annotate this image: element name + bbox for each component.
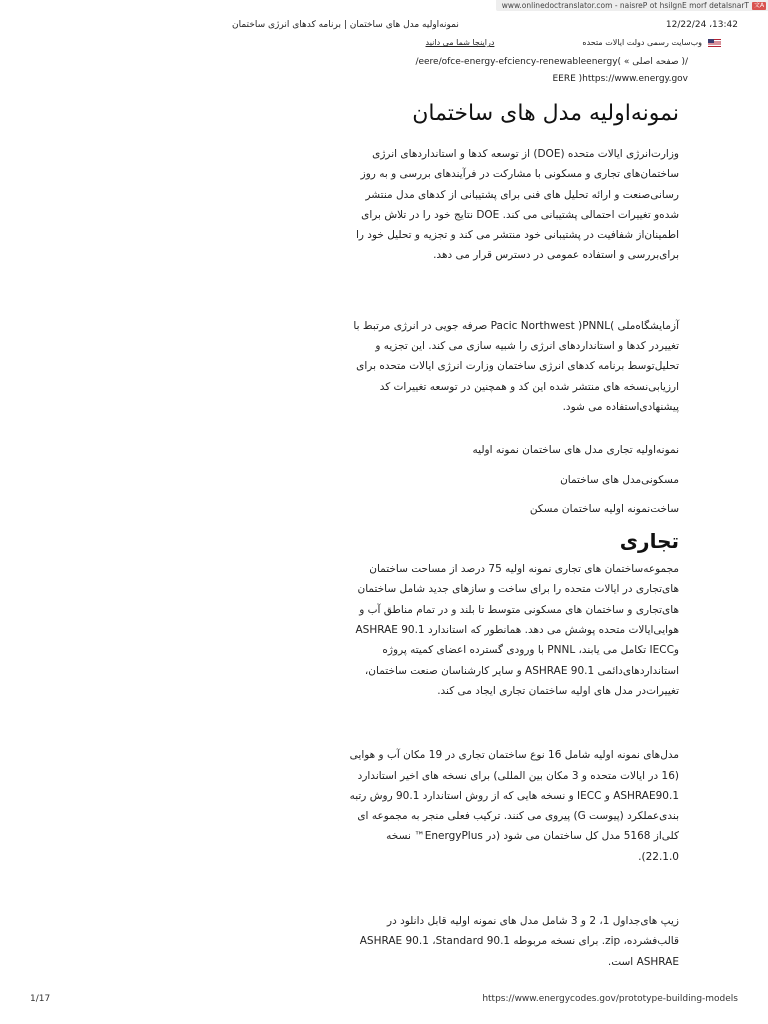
section-heading-commercial: تجاری [619, 529, 679, 554]
commercial-paragraph-1 [320, 559, 679, 701]
commercial-line: مجموعه‌ساختمان های تجاری نمونه اولیه 75 درصد از مساحت ساختمان [369, 563, 679, 576]
page-title: نمونه‌اولیه مدل های ساختمان [412, 101, 679, 126]
commercial-line: های‌تجاری و ساختمان های مسکونی متوسط تا بلند و در تمام مناطق آب و [359, 603, 679, 616]
commercial-paragraph-3 [320, 911, 679, 972]
commercial-line: (16 در ایالات متحده و 3 مکان بین المللی) برای نسخه های اخیر استاندارد [357, 769, 679, 782]
translate-icon: 文A [753, 1, 765, 9]
commercial-line: کلی‌از 5168 مدل کل ساختمان می شود (در EnergyPlus™ نسخه 22.1.0). [386, 830, 679, 863]
intro-line: برای‌بررسی و استفاده عمومی در دسترس قرار می دهد. [433, 249, 679, 262]
footer-url: https://www.energycodes.gov/prototype-building-models [482, 994, 738, 1004]
intro-line: ساختمان‌های تجاری و مسکونی با مشارکت در فرآیندهای بررسی و به روز [360, 168, 679, 181]
main-content [320, 96, 679, 972]
intro-line: شده‌و تغییرات احتمالی پشتیبانی می کند. DOE نتایج خود را در تلاش برای [361, 208, 679, 221]
pnnl-line: پیشنهادی‌استفاده می شود. [562, 400, 679, 413]
commercial-line: ASHRAE90.1 و IECC و نسخه هایی که از روش استاندارد 90.1 روش رتبه [349, 789, 679, 802]
commercial-line: قالب‌فشرده، zip. برای نسخه مربوطه ASHRAE 90.1 ،Standard 90.1 [359, 935, 679, 948]
pnnl-line: ارزیابی‌نسخه های منتشر شده این کد و همچنین در توسعه تغییرات کد [379, 380, 679, 393]
gov-banner [426, 38, 721, 47]
pnnl-line: آزمایشگاه‌ملی )Pacic Northwest )PNNL صرفه جویی در انرژی مرتبط با [353, 319, 679, 332]
commercial-line: مدل‌های نمونه اولیه شامل 16 نوع ساختمان تجاری در 19 مکان آب و هوایی [349, 749, 679, 762]
commercial-line: ASHRAE است. [607, 955, 679, 968]
commercial-line: های‌تجاری در ایالات متحده را برای ساخت و سازهای جدید شامل ساختمان [357, 583, 679, 596]
commercial-line: بندی‌عملکرد (پیوست G) پیروی می کنند. ترکیب فعلی منجر به مجموعه ای [357, 810, 679, 823]
commercial-line: تغییرات‌در مدل های اولیه ساختمان تجاری ایجاد می کند. [437, 684, 679, 697]
commercial-paragraph-2 [349, 745, 679, 867]
breadcrumb-line-1[interactable]: /eere/ofce-energy-efciency-renewableenergy( « صفحه اصلی )/ [415, 57, 688, 67]
commercial-line: هوایی‌ایالات متحده پوشش می دهد. همانطور که استاندارد ASHRAE 90.1 [355, 624, 679, 637]
toc-link-commercial[interactable]: نمونه‌اولیه تجاری مدل های ساختمان نمونه اولیه [472, 444, 679, 457]
commercial-line: و‌IECC تکامل می یابند، PNNL با ورودی گسترده اعضای کمیته پروژه [382, 644, 679, 657]
gov-banner-link[interactable]: دراینجا شما می دانید [425, 38, 495, 47]
pnnl-line: تغییر‌در کدها و استانداردهای انرژی را شبیه سازی می کند. این تجزیه و [375, 340, 679, 353]
translator-banner-text: www.onlinedoctranslator.com - naisreP ot hsilgnE morf detalsnarT [501, 1, 749, 10]
pnnl-line: تحلیل‌توسط برنامه کدهای انرژی ساختمان وزارت انرژی ایالات متحده برای [356, 360, 679, 373]
toc-link-residential[interactable]: مسکونی‌مدل های ساختمان [560, 473, 679, 486]
intro-line: رسانی‌صنعت و ارائه تحلیل های فنی برای پشتیبانی از کدهای مدل منتشر [365, 188, 679, 201]
pnnl-paragraph [320, 316, 679, 417]
commercial-line: استانداردهای‌دائمی ASHRAE 90.1 و سایر کارشناسان صنعت ساختمان، [364, 664, 679, 677]
gov-banner-text: وب‌سایت رسمی دولت ایالات متحده [582, 38, 702, 47]
page-number: 1/17 [30, 994, 51, 1004]
commercial-line: زیپ های‌جداول 1، 2 و 3 شامل مدل های نمونه اولیه قابل دانلود در [387, 915, 679, 928]
intro-paragraph [320, 144, 679, 266]
intro-line: اطمینان‌از شفافیت در پشتیبانی خود منتشر می کند و تجزیه و تحلیل خود را [355, 229, 679, 242]
translator-banner [496, 0, 768, 11]
print-page-title: نمونه‌اولیه مدل های ساختمان | برنامه کدهای انرژی ساختمان [232, 20, 459, 30]
us-flag-icon [708, 39, 721, 47]
print-datetime: 12/22/24 ،13:42 [665, 20, 738, 30]
breadcrumb-line-2[interactable]: EERE )https://www.energy.gov [552, 74, 688, 84]
intro-line: وزارت‌انرژی ایالات متحده (DOE) از توسعه کدها و استانداردهای انرژی [372, 148, 679, 160]
toc-link-manufactured-housing[interactable]: ساخت‌نمونه اولیه ساختمان مسکن [529, 502, 679, 515]
